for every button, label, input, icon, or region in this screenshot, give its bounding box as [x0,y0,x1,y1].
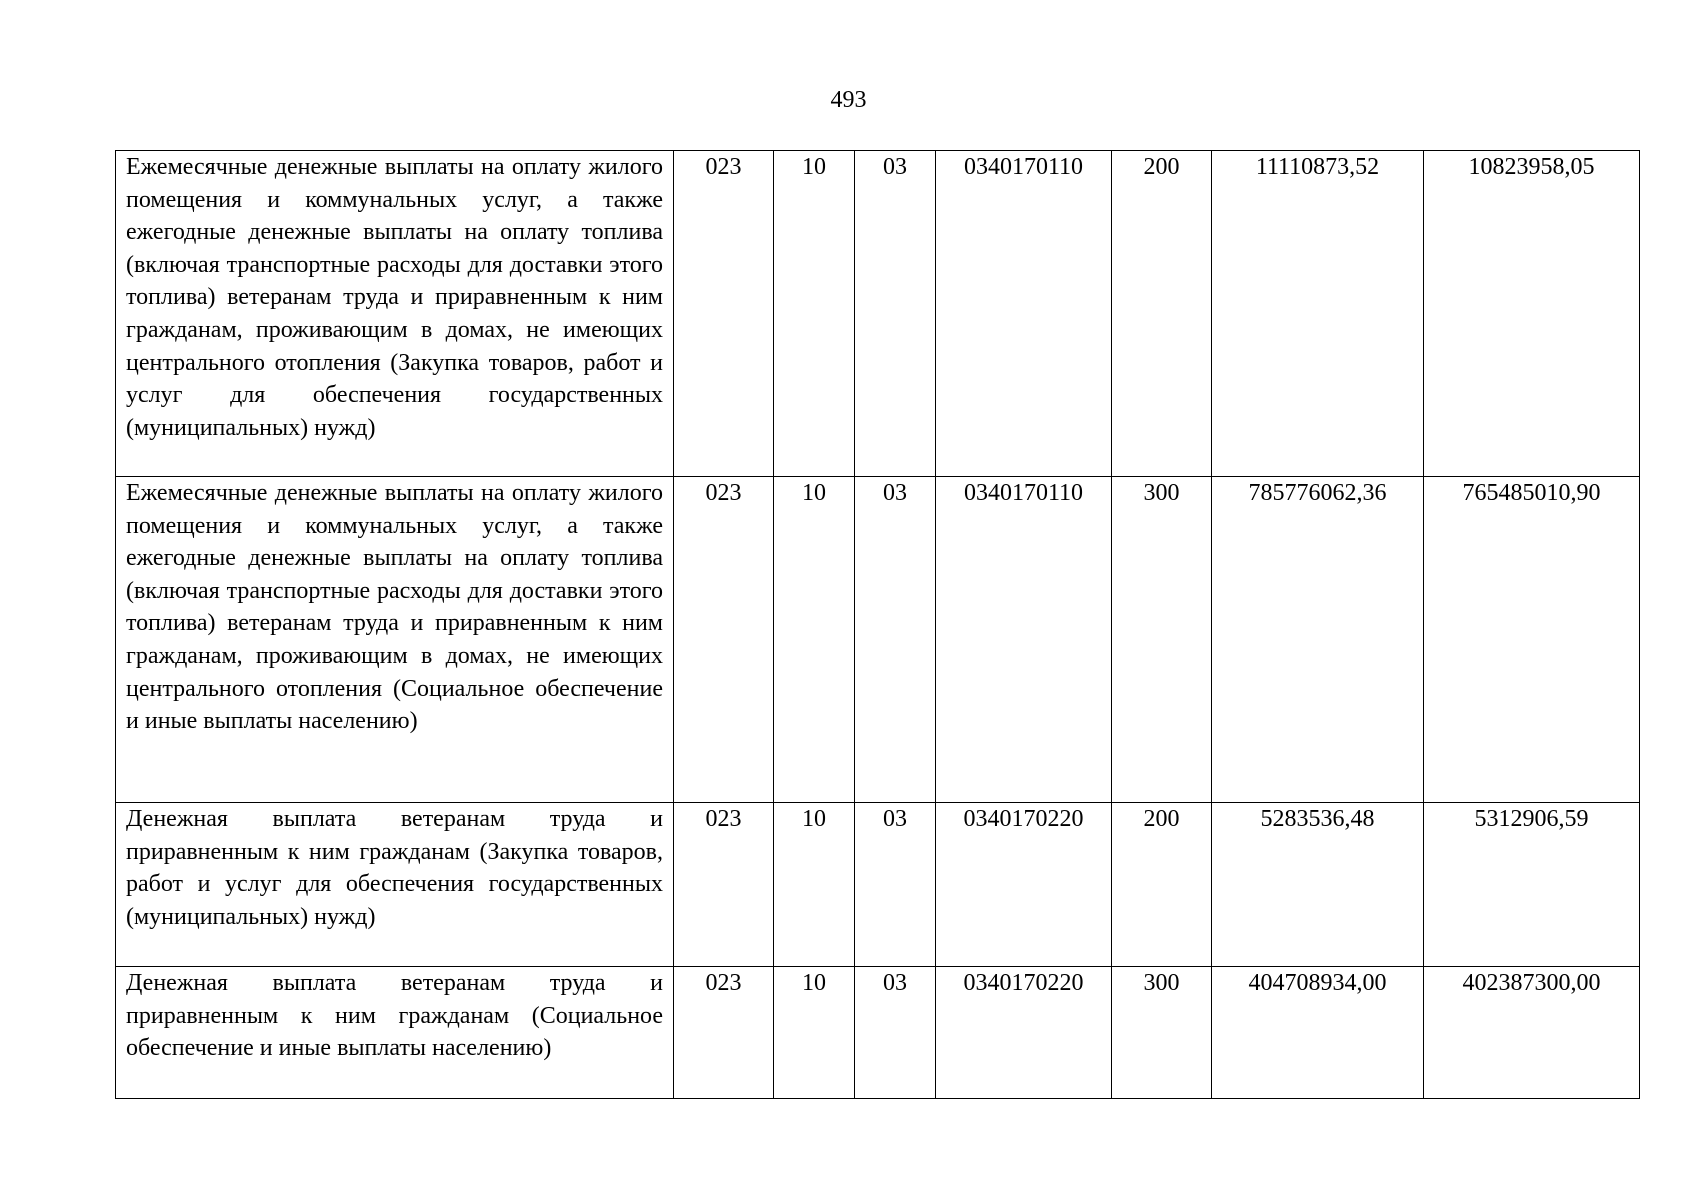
ministry-code-cell: 023 [674,967,774,1099]
section-code-cell: 10 [774,967,855,1099]
subsection-code-cell: 03 [855,803,936,967]
subsection-code-cell: 03 [855,151,936,477]
amount-first-year-cell: 785776062,36 [1212,477,1424,803]
row-description: Денежная выплата ветеранам труда и приравненным к ним гражданам (Социальное обеспечение и иные выплаты населению) [116,967,674,1099]
amount-first-year-cell: 404708934,00 [1212,967,1424,1099]
table-row [116,477,1640,803]
ministry-code-cell: 023 [674,803,774,967]
table-row [116,151,1640,477]
target-article-cell: 0340170110 [936,151,1112,477]
subsection-code-cell: 03 [855,967,936,1099]
target-article-cell: 0340170110 [936,477,1112,803]
page-number: 493 [830,87,867,113]
row-description: Ежемесячные денежные выплаты на оплату жилого помещения и коммунальных услуг, а также ежегодные денежные выплаты на оплату топлива (включая транспортные расходы для доставки этого топлива) ветеранам труда и приравненным к ним гражданам, проживающим в домах, не имеющих центрального отопления (Социальное обеспечение и иные выплаты населению) [116,477,674,803]
section-code-cell: 10 [774,803,855,967]
row-description: Ежемесячные денежные выплаты на оплату жилого помещения и коммунальных услуг, а также ежегодные денежные выплаты на оплату топлива (включая транспортные расходы для доставки этого топлива) ветеранам труда и приравненным к ним гражданам, проживающим в домах, не имеющих центрального отопления (Закупка товаров, работ и услуг для обеспечения государственных (муниципальных) нужд) [116,151,674,477]
table-row [116,803,1640,967]
amount-second-year-cell: 5312906,59 [1424,803,1640,967]
amount-second-year-cell: 10823958,05 [1424,151,1640,477]
expense-type-cell: 300 [1112,477,1212,803]
amount-first-year-cell: 11110873,52 [1212,151,1424,477]
amount-second-year-cell: 765485010,90 [1424,477,1640,803]
section-code-cell: 10 [774,477,855,803]
target-article-cell: 0340170220 [936,803,1112,967]
ministry-code-cell: 023 [674,151,774,477]
row-description: Денежная выплата ветеранам труда и приравненным к ним гражданам (Закупка товаров, работ и услуг для обеспечения государственных (муниципальных) нужд) [116,803,674,967]
expense-type-cell: 300 [1112,967,1212,1099]
ministry-code-cell: 023 [674,477,774,803]
subsection-code-cell: 03 [855,477,936,803]
table-row [116,967,1640,1099]
target-article-cell: 0340170220 [936,967,1112,1099]
expense-type-cell: 200 [1112,803,1212,967]
section-code-cell: 10 [774,151,855,477]
expense-type-cell: 200 [1112,151,1212,477]
amount-second-year-cell: 402387300,00 [1424,967,1640,1099]
budget-table [115,150,1640,1099]
amount-first-year-cell: 5283536,48 [1212,803,1424,967]
